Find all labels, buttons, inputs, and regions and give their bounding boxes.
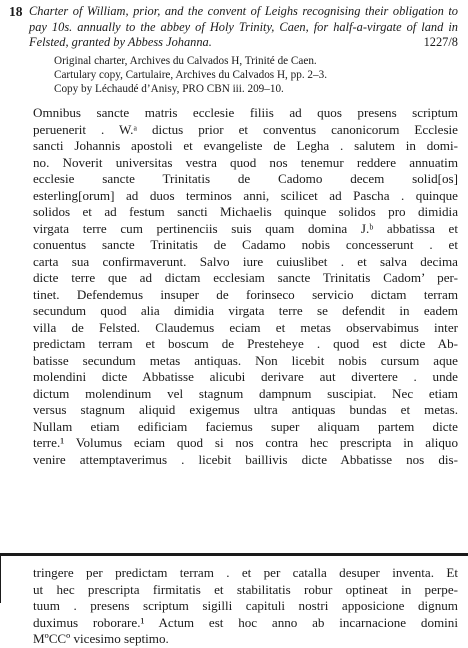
text-line: predictam terram et boscum de Presteheye . quod est dicte Ab- [33, 336, 458, 351]
text-line: sancti Johannis apostoli et evangeliste de Legha . salutem in domi- [33, 138, 458, 153]
document-date: 1227/8 [423, 35, 458, 50]
text-line: dictum molendinum vel stagnum dampnum suscipiat. Nec etiam [33, 385, 458, 401]
text-line: ut hec prescripta firmitatis et stabilitatis robur optineat in perpe- [33, 581, 458, 597]
text-line: versus stagnum aliquid exigemus ultra antiquas bundas et metas. [33, 402, 458, 417]
charter-text [33, 105, 458, 468]
text-line: secundum quod alia dimidia virgata terre se defendit in eadem [33, 303, 458, 318]
text-line: molendini dicte Abbatisse alicubi derivare aut divertere . unde [33, 369, 458, 384]
text-line: Nullam etiam edificiam faciemus super aliquam partem dicte [33, 418, 458, 434]
text-line: duximus roborare.¹ Actum est hoc anno ab incarnacione domini [33, 614, 458, 630]
source-line: Copy by Léchaudé d’Anisy, PRO CBN iii. 209–10. [54, 82, 284, 95]
text-line: tuum . presens scriptum sigilli capituli nostri apposicione dignum [33, 598, 458, 613]
text-line: virgata terre cum pertinenciis suis quam domina J.ᵇ abbatissa et [33, 220, 458, 236]
text-line: carta sua confirmaverunt. Salvo iure cuiuslibet . et salva decima [33, 253, 458, 269]
source-line: Cartulary copy, Cartulaire, Archives du Calvados H, pp. 2–3. [54, 68, 327, 81]
source-list [54, 55, 454, 97]
text-line: conuentus sancte Trinitatis de Cadamo nobis concesserunt . et [33, 237, 458, 252]
document-number: 18 [9, 4, 23, 19]
text-line: ecclesie sancte Trinitatis de Cadomo decem solid[os] [33, 171, 458, 186]
text-line: solidos et ad festum sancti Michaelis quinque solidos pro dimidia [33, 204, 458, 219]
text-line: esterling[orum] ad duos terminos anni, scilicet ad Pascha . quinque [33, 187, 458, 203]
text-line: terre.¹ Volumus eciam quod si nos contra hec prescripta in aliquo [33, 435, 458, 450]
text-line: dicte terre que ad dictam ecclesiam sancte Trinitatis Cadom’ per- [33, 270, 458, 285]
text-line: Omnibus sancte matris ecclesie filiis ad quos presens scriptum [33, 105, 458, 120]
charter-text-continued [33, 565, 458, 648]
document-heading [9, 4, 458, 51]
text-line: batisse secundum metas antiquas. Non licebit nobis cursum aque [33, 352, 458, 368]
text-line: no. Noverit universitas vestra quod nos tenemur reddere annuatim [33, 154, 458, 170]
text-line: MºCCº vicesimo septimo. [33, 631, 169, 646]
document-title: Charter of William, prior, and the convent of Leighs recognising their obligation to pay 10s. annually to the abbey of Holy Trinity, Caen, for half-a-virgate of land in Felsted, granted by Abbess Johanna. [29, 4, 458, 50]
source-line: Original charter, Archives du Calvados H, Trinité de Caen. [54, 55, 317, 67]
text-line: villa de Felsted. Claudemus eciam et metas observabimus inter [33, 319, 458, 335]
text-line: venire attemptaverimus . licebit baillivis dicte Abbatisse nos dis- [33, 451, 458, 467]
text-line: tringere per predictam terram . et per catalla desuper inventa. Et [33, 565, 458, 580]
text-line: peruenerit . W.ᵃ dictus prior et conventus canonicorum Ecclesie [33, 121, 458, 137]
text-line: tinet. Defendemus insuper de forinseco servicio dictam terram [33, 286, 458, 302]
